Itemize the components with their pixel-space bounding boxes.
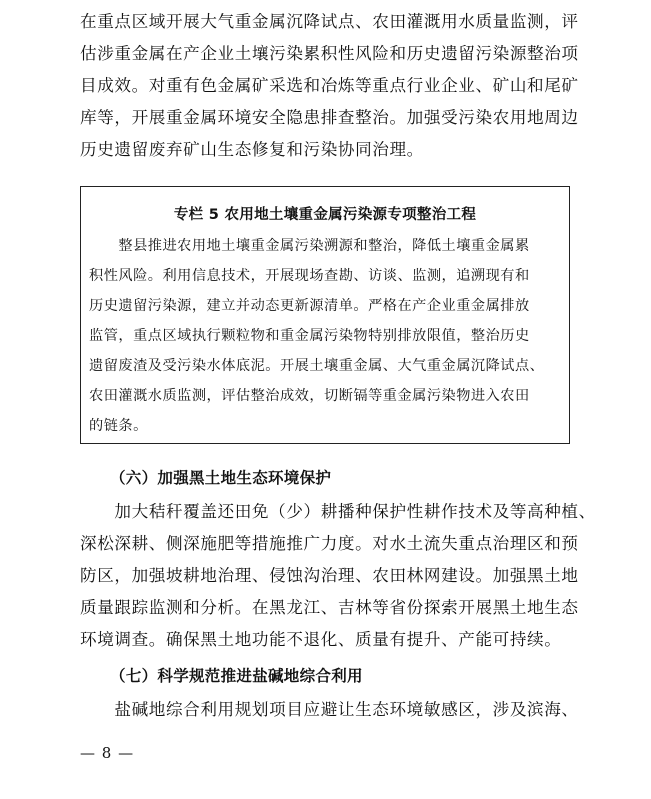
text-line: 在重点区域开展大气重金属沉降试点、农田灌溉用水质量监测，评 (80, 12, 579, 31)
box-text-line: 遗留废渣及受污染水体底泥。开展土壤重金属、大气重金属沉降试点、 (89, 358, 545, 374)
paragraph-saline-land (80, 694, 600, 726)
text-line: 库等，开展重金属环境安全隐患排查整治。加强受污染农用地周边 (80, 108, 579, 127)
paragraph-black-soil (80, 496, 600, 656)
box-text-line: 的链条。 (89, 418, 148, 434)
text-line: 历史遗留废弃矿山生态修复和污染协同治理。 (80, 140, 424, 159)
box-text-line: 历史遗留污染源，建立并动态更新源清单。严格在产企业重金属排放 (89, 298, 530, 314)
box-title: 专栏 5 农用地土壤重金属污染源专项整治工程 (173, 207, 477, 223)
paragraph-heavy-metal-monitoring (80, 6, 600, 166)
text-line: 目成效。对重有色金属矿采选和冶炼等重点行业企业、矿山和尾矿 (80, 76, 579, 95)
box-text-line: 监管，重点区域执行颗粒物和重金属污染物特别排放限值，整治历史 (89, 328, 530, 344)
box-text-line: 农田灌溉水质监测，评估整治成效，切断镉等重金属污染物进入农田 (89, 388, 530, 404)
box-body (89, 231, 565, 441)
text-line: 深松深耕、侧深施肥等措施推广力度。对水土流失重点治理区和预 (80, 534, 579, 553)
page-number: — 8 — (80, 744, 135, 762)
column-box-5 (80, 186, 570, 444)
text-line: 盐碱地综合利用规划项目应避让生态环境敏感区，涉及滨海、 (80, 700, 579, 719)
text-line: 加大秸秆覆盖还田免（少）耕播种保护性耕作技术及等高种植、 (80, 502, 596, 521)
box-text-line: 整县推进农用地土壤重金属污染溯源和整治，降低土壤重金属累 (89, 238, 530, 254)
box-text-line: 积性风险。利用信息技术，开展现场查勘、访谈、监测，追溯现有和 (89, 268, 530, 284)
section-heading-black-soil: （六）加强黑土地生态环境保护 (110, 469, 332, 487)
text-line: 质量跟踪监测和分析。在黑龙江、吉林等省份探索开展黑土地生态 (80, 598, 579, 617)
text-line: 防区，加强坡耕地治理、侵蚀沟治理、农田林网建设。加强黑土地 (80, 566, 579, 585)
text-line: 估涉重金属在产企业土壤污染累积性风险和历史遗留污染源整治项 (80, 44, 579, 63)
text-line: 环境调查。确保黑土地功能不退化、质量有提升、产能可持续。 (80, 630, 562, 649)
section-heading-saline-land: （七）科学规范推进盐碱地综合利用 (110, 667, 363, 685)
